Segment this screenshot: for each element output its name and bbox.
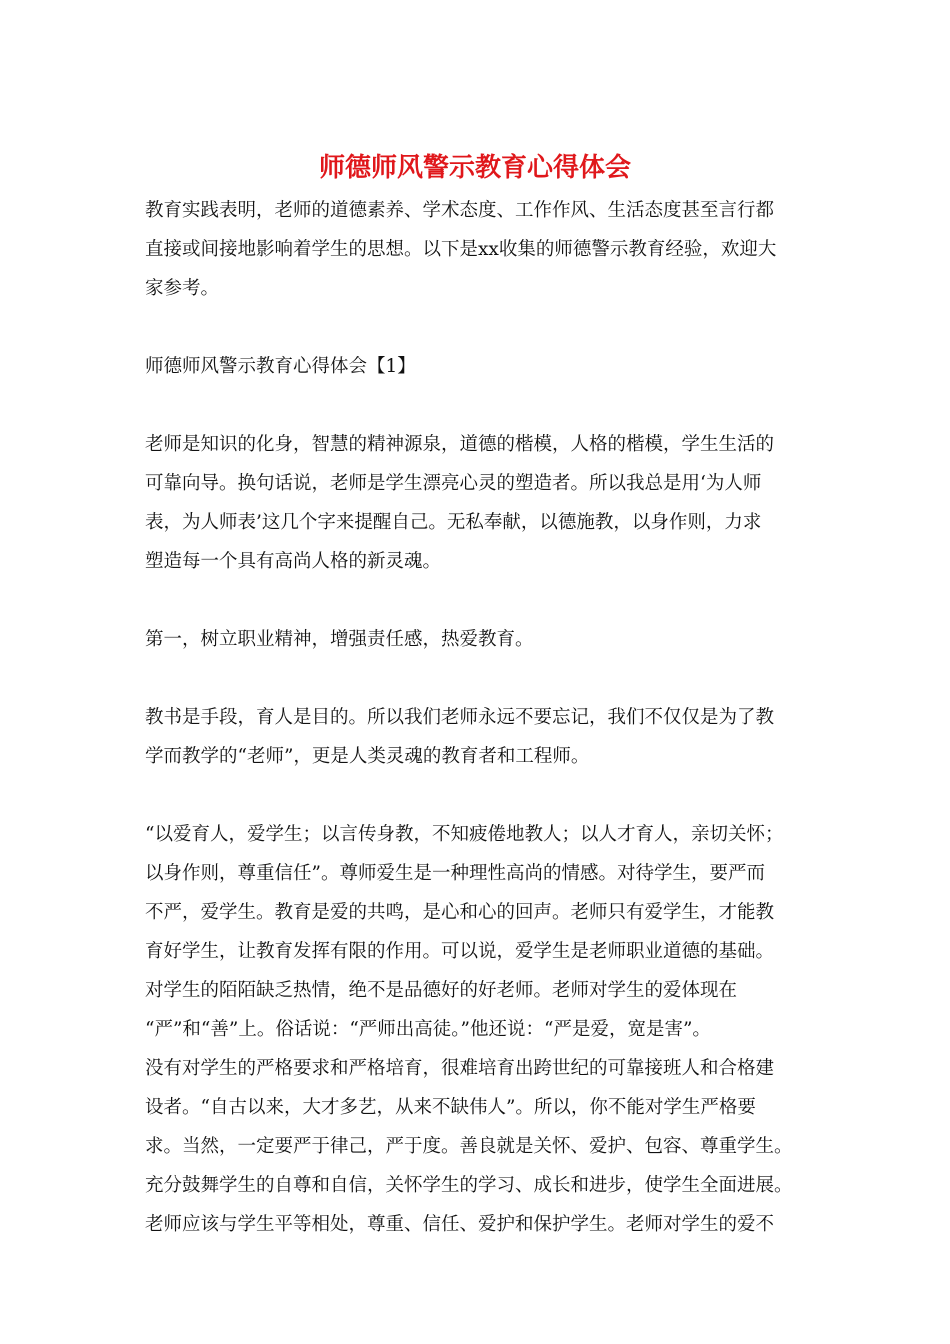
text-line: “以爱育人，爱学生；以言传身教，不知疲倦地教人；以人才育人，亲切关怀； [145,824,784,845]
paragraph [145,425,815,581]
text-line: 育好学生，让教育发挥有限的作用。可以说，爱学生是老师职业道德的基础。 [145,941,775,962]
text-line: 家参考。 [145,278,220,299]
text-line: 学而教学的“老师”，更是人类灵魂的教育者和工程师。 [145,746,590,767]
text-line: 充分鼓舞学生的自尊和自信，关怀学生的学习、成长和进步，使学生全面进展。 [145,1175,793,1196]
paragraph-spacer [145,581,815,620]
text-line: 求。当然，一定要严于律己，严于度。善良就是关怀、爱护、包容、尊重学生。 [145,1136,793,1157]
text-line: 教书是手段，育人是目的。所以我们老师永远不要忘记，我们不仅仅是为了教 [145,707,775,728]
text-line: “严”和“善”上。俗话说：“严师出高徒。”他还说：“严是爱，宽是害”。 [145,1019,711,1040]
paragraph-spacer [145,386,815,425]
text-line: 表，为人师表’这几个字来提醒自己。无私奉献，以德施教，以身作则，力求 [145,512,762,533]
paragraph-spacer [145,776,815,815]
text-line: 可靠向导。换句话说，老师是学生漂亮心灵的塑造者。所以我总是用‘为人师 [145,473,762,494]
document-body [145,191,815,1244]
document-title: 师德师风警示教育心得体会 [318,153,631,183]
text-line: 对学生的陌陌缺乏热情，绝不是品德好的好老师。老师对学生的爱体现在 [145,980,738,1001]
text-line: 直接或间接地影响着学生的思想。以下是xx收集的师德警示教育经验，欢迎大 [145,239,777,260]
paragraph [145,347,815,386]
text-line: 不严，爱学生。教育是爱的共鸣，是心和心的回声。老师只有爱学生，才能教 [145,902,775,923]
text-line: 没有对学生的严格要求和严格培育，很难培育出跨世纪的可靠接班人和合格建 [145,1058,775,1079]
paragraph [145,698,815,776]
paragraph [145,815,815,1244]
text-line: 师德师风警示教育心得体会【1】 [145,356,416,377]
text-line: 老师应该与学生平等相处，尊重、信任、爱护和保护学生。老师对学生的爱不 [145,1214,775,1235]
paragraph-spacer [145,659,815,698]
paragraph-spacer [145,308,815,347]
text-line: 以身作则，尊重信任”。尊师爱生是一种理性高尚的情感。对待学生，要严而 [145,863,765,884]
text-line: 教育实践表明，老师的道德素养、学术态度、工作作风、生活态度甚至言行都 [145,200,775,221]
paragraph [145,620,815,659]
text-line: 设者。“自古以来，大才多艺，从来不缺伟人”。所以，你不能对学生严格要 [145,1097,756,1118]
paragraph [145,191,815,308]
text-line: 第一，树立职业精神，增强责任感，热爱教育。 [145,629,534,650]
text-line: 老师是知识的化身，智慧的精神源泉，道德的楷模，人格的楷模，学生生活的 [145,434,775,455]
text-line: 塑造每一个具有高尚人格的新灵魂。 [145,551,442,572]
